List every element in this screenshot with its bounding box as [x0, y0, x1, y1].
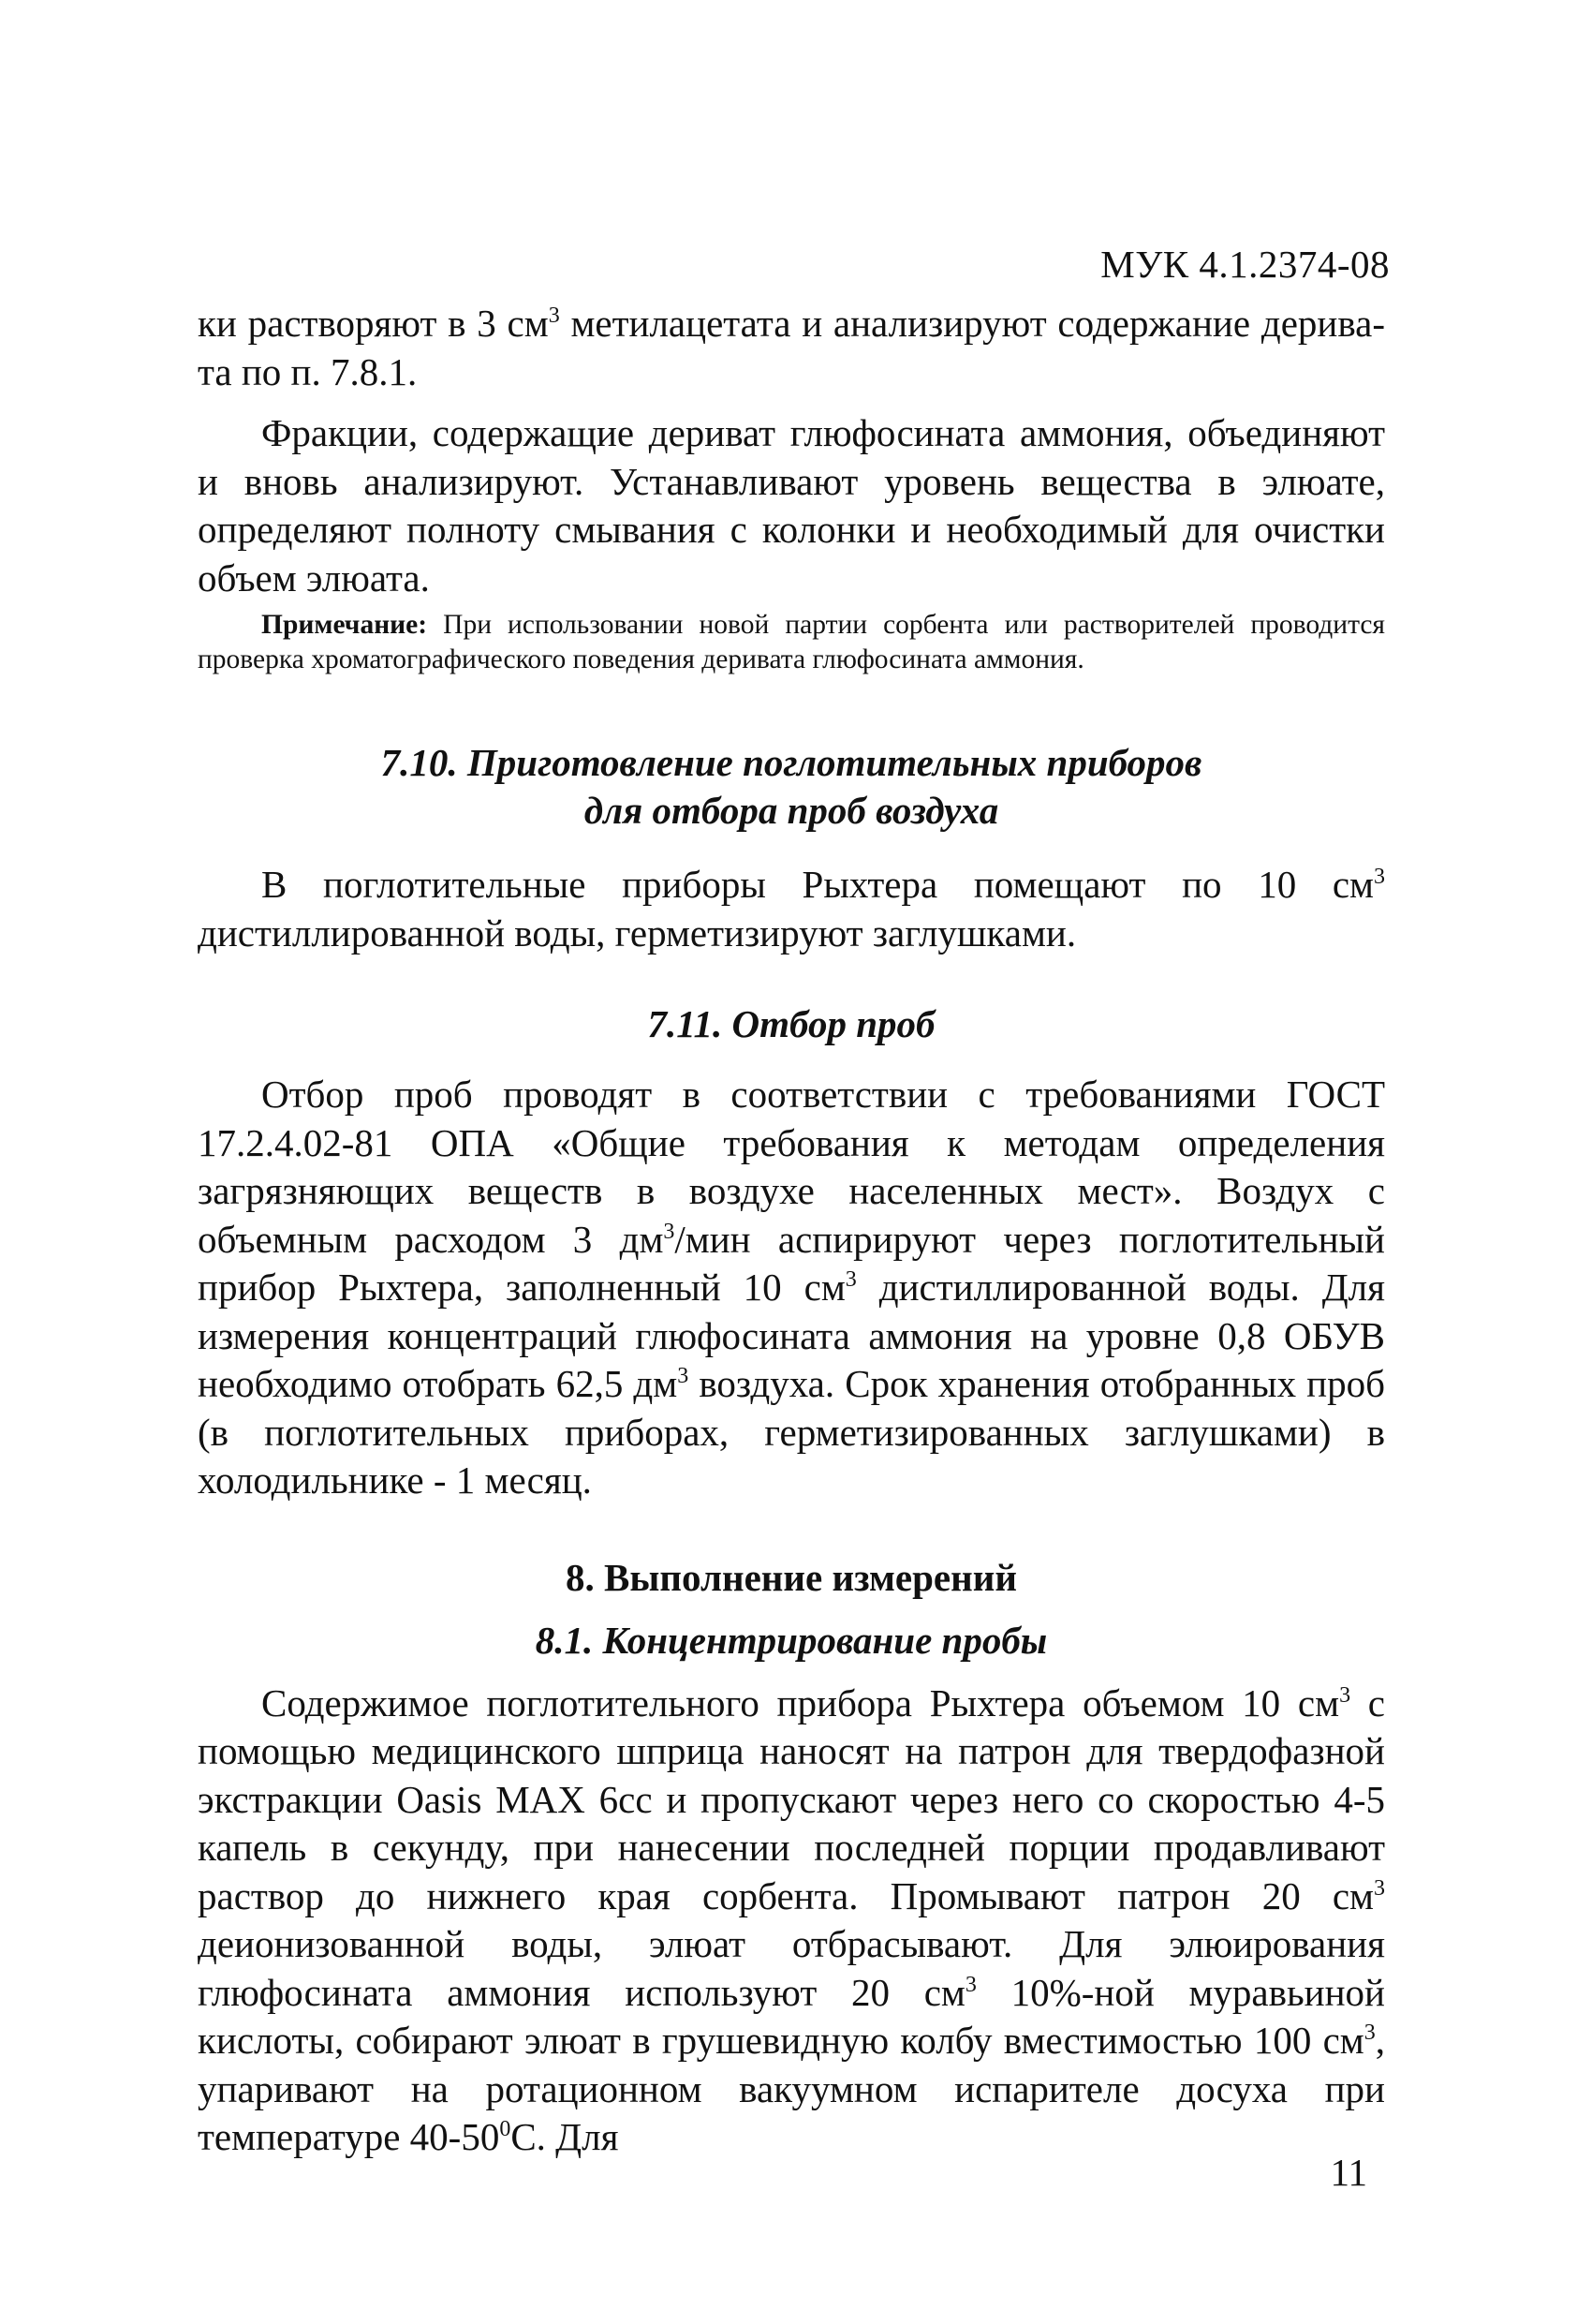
paragraph-7-10: В поглотительные приборы Рыхтера помещают по 10 $см^3$ дистиллированной воды, герметизируют заглушками. [198, 863, 1385, 955]
paragraph-continuation: ки растворяют в 3 $см^3$ метилацетата и анализируют содержание дерива-та по п. 7.8.1. [198, 302, 1386, 393]
section-heading-7-10-line2: для отбора проб воздуха [583, 789, 999, 832]
note [198, 608, 1385, 677]
paragraph-8-1: Содержимое поглотительного прибора Рыхтера объемом 10 $см^3$ с помощью медицинского шприца наносят на патрон для твердофазной экстракции Oasis MAX 6cc и пропускают через него со скоростью 4-5 капель в секунду, при нанесении последней порции продавливают раствор до нижнего края сорбента. Промывают патрон 20 $см^3$ деионизованной воды, элюат отбрасывают. Для элюирования глюфосината аммония используют 20 $см^3$ 10%-ной муравьиной кислоты, собирают элюат в грушевидную колбу вместимостью 100 $см^3$, упаривают на ротационном вакуумном испарителе досуха при температуре $40-50^0С$. Для [198, 1680, 1385, 2158]
note-text: При использовании новой партии сорбента или растворителей проводится проверка хроматографического поведения деривата глюфосината аммония. [198, 610, 1385, 674]
section-heading-8-1: 8.1. Концентрирование пробы [535, 1618, 1048, 1662]
note-label: Примечание: [261, 610, 428, 640]
section-heading-7-11: 7.11. Отбор проб [647, 1002, 936, 1045]
paragraph-7-11: Отбор проб проводят в соответствии с требованиями ГОСТ 17.2.4.02-81 ОПА «Общие требования к методам определения загрязняющих веществ в воздухе населенных мест». Воздух с объемным расходом 3 $дм^3$/мин аспирируют через поглотительный прибор Рыхтера, заполненный 10 $см^3$ дистиллированной воды. Для измерения концентраций глюфосината аммония на уровне 0,8 ОБУВ необходимо отобрать 62,5 $дм^3$ воздуха. Срок хранения отобранных проб (в поглотительных приборах, герметизированных заглушками) в холодильнике - 1 месяц. [198, 1073, 1385, 1502]
section-heading-8: 8. Выполнение измерений [566, 1555, 1017, 1599]
section-heading-7-10-line1: 7.10. Приготовление поглотительных приборов [380, 741, 1202, 784]
document-code: МУК 4.1.2374-08 [1100, 243, 1390, 286]
page-content [198, 300, 1385, 2162]
paragraph-fractions: Фракции, содержащие дериват глюфосината аммония, объединяют и вновь анализируют. Устанавливают уровень вещества в элюате, определяют полноту смывания с колонки и необходимый для очистки объем элюата. [198, 411, 1385, 600]
page-number: 11 [1330, 2151, 1367, 2194]
